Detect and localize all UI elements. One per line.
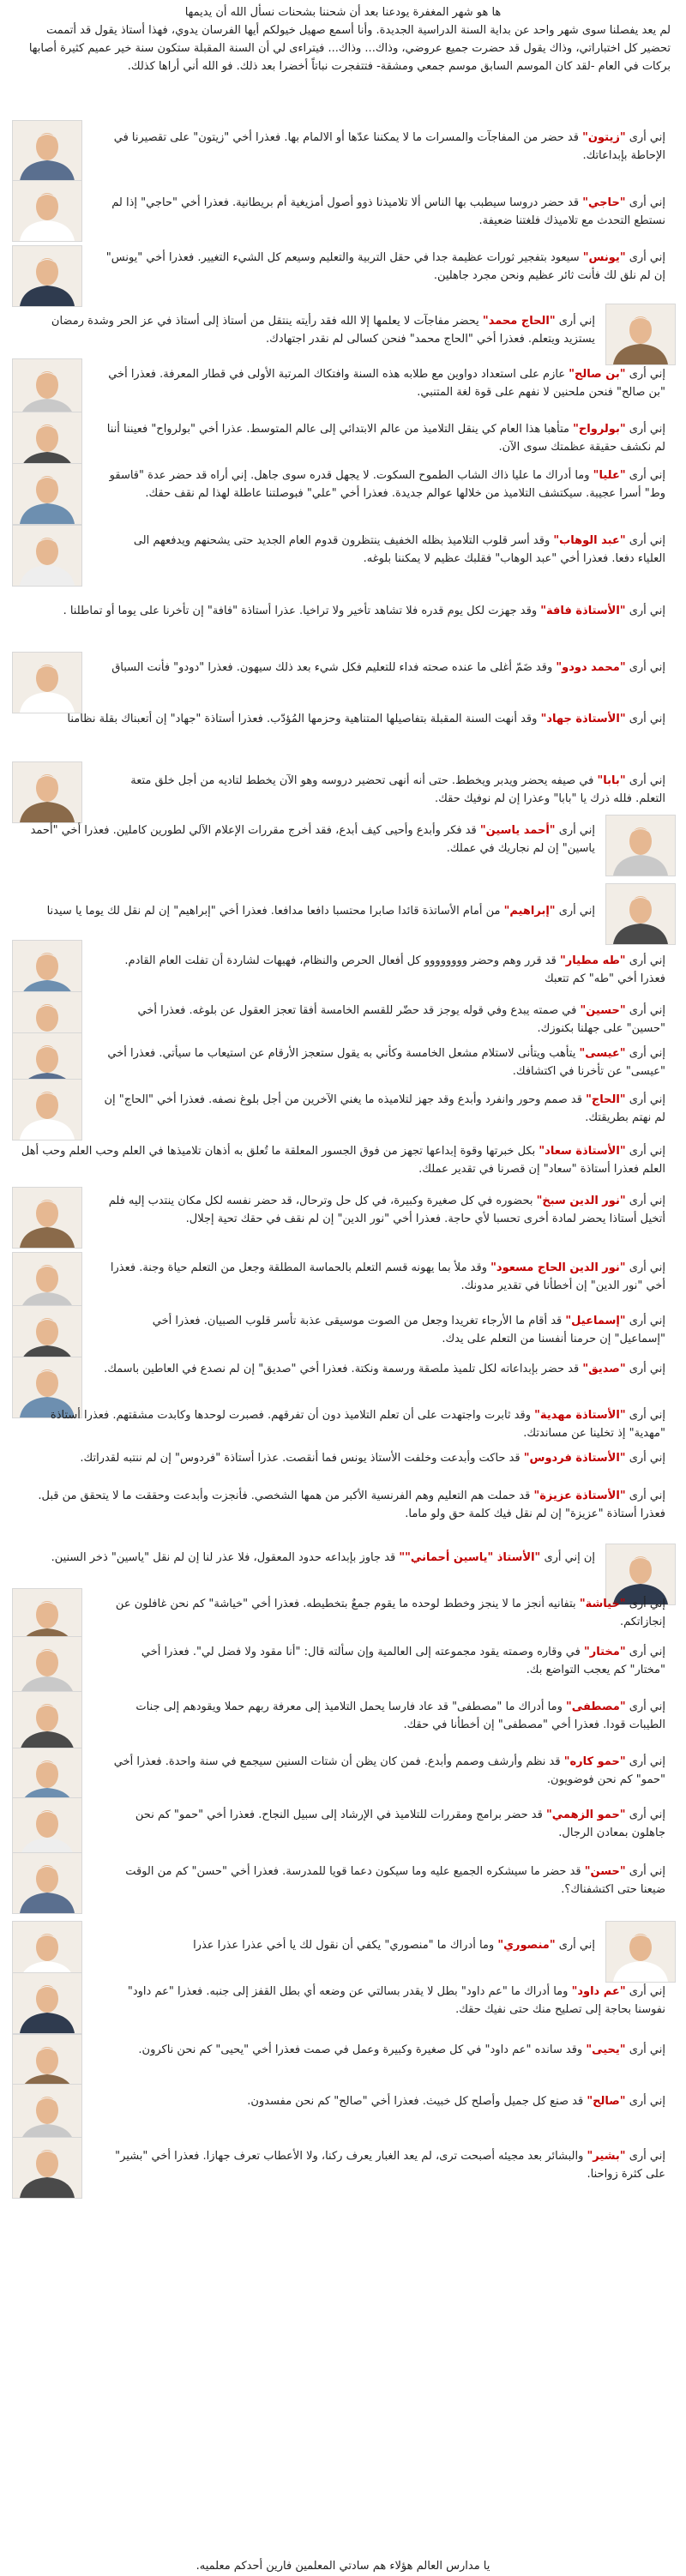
entry-lead: إني أرى (625, 423, 665, 436)
entry-body: قد جاوز بإبداعه حدود المعقول، فلا عذر لنا إن لم نقل "ياسين" ذخر السنين. (51, 1551, 400, 1564)
entry-text (103, 772, 665, 808)
entry-2 (12, 194, 674, 230)
entry-lead: إن إني أرى (540, 1551, 595, 1564)
entry-text (103, 1595, 665, 1631)
teacher-name: "بولرواح" (573, 423, 626, 436)
teacher-name: "إسماعيل" (565, 1315, 626, 1327)
entry-text (103, 1259, 665, 1295)
teacher-name: "الأستاذة فافة" (540, 605, 626, 617)
entry-16 (12, 1002, 674, 1038)
entry-text (103, 1863, 665, 1899)
entry-body: وقد أنهت السنة المقبلة بتفاصيلها المتناهية وحزمها المُؤدّب. فعذرا أستاذة "جهاد" إن أتعبناك بقلة نظامنا (67, 713, 541, 725)
entry-36 (12, 2041, 674, 2059)
entry-body: يحضر مفاجآت لا يعلمها إلا الله فقد رأيته ينتقل من أستاذ إلى أستاذ في عز الحر وشدة رمضان يستزيد ويتعلم. فعذرا أخي "الحاج محمد" فنحن كسالى لم نقدر اجتهادك. (51, 315, 595, 346)
teacher-name: "مصطفى" (566, 1700, 626, 1713)
entry-body: في صمته يبدع وفي قوله يوجز قد حضّر للقسم الخامسة أفقا تعجز العقول عن بلوغه. فعذرا أخي "حسين" على جهلنا بكنوزك. (137, 1004, 665, 1035)
entry-body: متأهبا هذا العام كي ينقل التلاميذ من عالم الابتدائي إلى عالم المتوسط. عذرا أخي "بولرواح" فعيننا أننا لم نكشف حقيقة عظمتك سوى الآن. (106, 423, 665, 454)
teacher-name: "نور الدين الحاج مسعود" (490, 1261, 626, 1274)
entry-19 (12, 1142, 674, 1178)
entry-text (103, 2147, 665, 2183)
teacher-name: "بابا" (597, 774, 626, 787)
entry-lead: إني أرى (555, 1939, 595, 1952)
teacher-name: "إبراهيم" (503, 905, 556, 918)
entry-38 (12, 2147, 674, 2183)
entry-text (103, 952, 665, 988)
entry-body: قد قرر وهم وحضر وووووووو كل أفعال الحرص والنظام، فهيهات لشاردة أن تفلت العام القادم. فعذرا أخي "طه" كم تتعبك (124, 954, 665, 985)
entry-lead: إني أرى (625, 774, 665, 787)
entry-text (103, 420, 665, 456)
entry-text (21, 1142, 665, 1178)
entry-20 (12, 1192, 674, 1228)
entry-lead: إني أرى (625, 251, 665, 264)
entry-3 (12, 249, 674, 285)
entry-lead: إني أرى (625, 196, 665, 209)
teacher-name: "عليا" (593, 469, 626, 482)
entry-text (103, 466, 665, 503)
entry-27 (12, 1549, 674, 1567)
entry-28 (12, 1595, 674, 1631)
entry-body: قد أقام ما الأرجاء تغريدا وجعل من الصوت موسيقى عذبة تأسر قلوب الصبيان. فعذرا أخي "إسماعيل" إن حرمنا أنفسنا من التعلم على يدك. (152, 1315, 665, 1345)
teacher-name: "منصوري" (497, 1939, 556, 1952)
teacher-name: "أحمد ياسين" (479, 824, 556, 837)
entry-lead: إني أرى (625, 1315, 665, 1327)
entry-text (103, 1983, 665, 2019)
teacher-name: "الحاج" (586, 1093, 626, 1106)
entry-lead: إني أرى (625, 954, 665, 967)
entry-text (103, 1192, 665, 1228)
entry-lead: إني أرى (625, 1261, 665, 1274)
entry-text (103, 1312, 665, 1348)
teacher-name: "الأستاذ "ياسين أحماني"" (399, 1551, 541, 1564)
teacher-name: "صالح" (587, 2095, 626, 2108)
teacher-photo (12, 463, 82, 525)
entry-lead: إني أرى (625, 1363, 665, 1375)
teacher-photo (12, 525, 82, 587)
entry-body: وما أدراك ما عليا ذاك الشاب الطموح السكوت. لا يجهل قدره سوى جاهل. إني أراه قد حضر عدة "قاسقو وط" أسرا عجيبة. سيكتشف التلاميذ من خلالها عوالم جديدة. فعذرا أخي "علي" فبوصلتنا عاطلة لهذا لم نقف حقك. (109, 469, 665, 500)
teacher-name: "زيتون" (582, 131, 626, 144)
entry-lead: إني أرى (625, 1004, 665, 1017)
teacher-photo (605, 1921, 676, 1983)
entry-lead: إني أرى (625, 534, 665, 547)
teacher-name: "يحيى" (586, 2043, 626, 2056)
entry-body: قد صمم وحور وانفرد وأبدع وقد جهز لتلاميذه ما يغني الآخرين من أجل بلوغ نصفه. فعذرا أخي "الحاج" إن لم نهتم بطريقتك. (104, 1093, 665, 1124)
entry-35 (12, 1983, 674, 2019)
entry-lead: إني أرى (555, 905, 595, 918)
entry-text (103, 1753, 665, 1789)
teacher-name: "حسن" (584, 1865, 626, 1878)
closing-line: يا مدارس العالم هؤلاء هم سادتي المعلمين فارين أحدكم معلميه. (196, 2560, 490, 2573)
entry-lead: إني أرى (625, 1195, 665, 1207)
entry-body: وقد سانده "عم داود" في كل صغيرة وكبيرة وعمل في صمت فعذرا أخي "يحيى" كم نحن ناكرون. (138, 2043, 587, 2056)
entry-text (21, 312, 595, 348)
entry-text (21, 1487, 665, 1523)
teacher-photo (12, 245, 82, 307)
teacher-photo (12, 1187, 82, 1249)
entry-lead: إني أرى (625, 1865, 665, 1878)
entry-text (103, 1643, 665, 1679)
teacher-name: "محمد دودو" (556, 661, 626, 674)
entry-32 (12, 1806, 674, 1842)
entry-22 (12, 1312, 674, 1348)
entry-lead: إني أرى (625, 661, 665, 674)
entry-lead: إني أرى (625, 1145, 665, 1158)
teacher-name: "طه مطيار" (560, 954, 626, 967)
entry-8 (12, 532, 674, 568)
entry-body: بكل خبرتها وقوة إبداعها تجهز من فوق الجسور المعلقة ما تُعلق به أذهان تلاميذها في العلم وحب العلم وحب أهل العلم فعذرا أستاذة "سعاد" إن قصرنا في تقدير عملك. (21, 1145, 665, 1176)
entry-body: وقد ضَمّ أغلى ما عنده صحته فداء للتعليم فكل شيء بعد ذلك سيهون. فعذرا "دودو" فأنت السباق (111, 661, 557, 674)
entry-text (103, 1698, 665, 1734)
entry-text (103, 532, 665, 568)
entry-text (103, 1044, 665, 1080)
entry-4 (12, 312, 674, 348)
entry-body: قد حضر بإبداعاته لكل تلميذ ملصقة ورسمة ونكتة. فعذرا أخي "صديق" إن لم نصدع في العاطين باسمك. (104, 1363, 583, 1375)
entry-text (103, 1002, 665, 1038)
teacher-name: "عم داود" (571, 1985, 626, 1998)
teacher-photo (12, 120, 82, 182)
entry-lead: إني أرى (625, 1409, 665, 1422)
entry-body: قد حضر برامج ومقررات للتلاميذ في الإرشاد إلى سبيل النجاح. فعذرا أخي "حمو" كم نحن جاهلون بمعادن الرجال. (135, 1809, 665, 1839)
entry-text (21, 710, 665, 728)
entry-text (103, 1360, 665, 1378)
entry-10 (12, 659, 674, 677)
teacher-name: "عبد الوهاب" (553, 534, 626, 547)
entry-34 (12, 1936, 674, 1954)
teacher-photo (12, 180, 82, 242)
entry-body: وما أدراك ما "منصوري" يكفي أن نقول لك يا أخي عذرا عذرا عذرا (193, 1939, 498, 1952)
entry-15 (12, 952, 674, 988)
entry-1 (12, 129, 674, 165)
entry-body: قد حملت هم التعليم وهم الفرنسية الأكبر من همها الشخصي. فأنجزت وأبدعت وحققت ما لا يتحقق من قبل. فعذرا أستاذة "عزيزة" إن لم نقل فيك كلمة حق ولو ماما. (38, 1490, 665, 1520)
entry-body: عازم على استعداد دواوين مع طلابه هذه السنة وافتكاك المرتبة الأولى في قطار المعرفة. فعذرا أخي "بن صالح" فنحن ملحنين لا نفهم على قوة لغة المتنبي. (108, 368, 665, 399)
entry-lead: إني أرى (625, 469, 665, 482)
entry-body: وقد جهزت لكل يوم قدره فلا تشاهد تأخير ولا تراخيا. عذرا أستاذة "فافة" إن تأخرنا على يوما أو تماطلنا . (63, 605, 541, 617)
entry-text (103, 194, 665, 230)
entry-body: قد فكر وأبدع وأحيى كيف أبدع، فقد أخرج مقررات الإعلام الآلي لطورين كاملين. فعذرا أخي "أحمد ياسين" إن لم نجاريك في عملك. (30, 824, 595, 855)
entry-body: وما أدراك ما "عم داود" بطل لا يقدر بسالتي عن وضعه أي بطل القفز إلى جنبه. فعذرا "عم داود" نفوسنا بحاجة إلى تصليح منك حتى نفيك حقك. (127, 1985, 665, 2016)
teacher-name: "حسين" (580, 1004, 626, 1017)
teacher-photo (605, 883, 676, 945)
entry-lead: إني أرى (625, 1700, 665, 1713)
teacher-name: "خياشة" (579, 1598, 626, 1610)
entry-text (103, 1806, 665, 1842)
entry-text (21, 1449, 665, 1467)
entry-7 (12, 466, 674, 503)
entry-lead: إني أرى (625, 1985, 665, 1998)
entry-lead: إني أرى (625, 1047, 665, 1060)
entry-body: قد نظم وأرشف وصمم وأبدع. فمن كان يظن أن شتات السنين سيجمع في سنة واحدة. فعذرا أخي "حمو" كم نحن فوضويون. (113, 1755, 665, 1786)
entry-9 (12, 602, 674, 620)
entry-text (103, 365, 665, 401)
teacher-photo (12, 761, 82, 823)
entry-body: وقد أسر قلوب التلاميذ بظله الخفيف ينتظرون قدوم العام الجديد حتى يشحنهم ويدفعهم الى العلياء دفعا. فعذرا أخي "عبد الوهاب" فقلبك عظيم لا يمكننا بلوغه. (133, 534, 665, 565)
entry-lead: إني أرى (625, 1093, 665, 1106)
entry-24 (12, 1406, 674, 1442)
teacher-name: "حاجي" (582, 196, 626, 209)
entry-lead: إني أرى (625, 2150, 665, 2163)
entry-lead: إني أرى (625, 605, 665, 617)
entry-5 (12, 365, 674, 401)
entry-lead: إني أرى (625, 1598, 665, 1610)
entry-body: بحضوره في كل صغيرة وكبيرة، في كل حل وترحال، قد حضر نفسه لكل مكان ينتدب إليه فلم أتخيل أستاذا يحضر لمادة أخرى تحسبا لأي حاجة. فعذرا أخي "نور الدين" إن لم نقف في حقك تحية إجلال. (108, 1195, 665, 1225)
intro-paragraph: لم يعد يفصلنا سوى شهر واحد عن بداية السنة الدراسية الجديدة. وأنا أسمع صهيل خيولكم أيها الفرسان يدوي، فهذا أستاذ يقول قد أتممت تحضير كل اختباراتي، وذاك يقول قد حضرت جميع عروضي، وذاك... وذاك... فيتراءى لي أن السنة المقبلة ستكون سنة خير عميم كثيرة أصابها بركات في العام -لقد كان الموسم السابق موسم جمعي ومشقة- فتتفجرت نباتاً أخضرا بعد ذلك. فو الله أني أراها كذلك. (28, 24, 671, 73)
entry-text (103, 659, 665, 677)
entry-text (103, 2041, 665, 2059)
entry-body: قد حضر من المفاجآت والمسرات ما لا يمكننا عدّها أو الالمام بها. فعذرا أخي "زيتون" على تقصيرنا في الإحاطة بإبداعاتك. (113, 131, 665, 162)
teacher-photo (12, 1797, 82, 1859)
teacher-name: "حمو كاره" (563, 1755, 626, 1768)
entry-text (21, 1406, 665, 1442)
entry-text (103, 1091, 665, 1127)
entry-body: سيعود بتفجير ثورات عظيمة جدا في حقل التربية والتعليم وسيعم كل الشيء التغيير. فعذرا أخي "يونس" إن لم نلق لك فأنت ثائر عظيم ونحن مجرد جاهلين. (105, 251, 665, 282)
entry-33 (12, 1863, 674, 1899)
teacher-name: "الأستاذة فردوس" (523, 1452, 626, 1465)
entry-lead: إني أرى (625, 368, 665, 381)
entry-26 (12, 1487, 674, 1523)
entry-body: قد حضر دروسا سيطبب بها الناس ألا تلاميذنا ذوو أصول أمزيغية أم بريطانية. فعذرا أخي "حاجي" إذا لم نستطع التحدث مع تلاميذك فلغتنا ضعيفة. (111, 196, 665, 227)
entry-25 (12, 1449, 674, 1467)
entry-11 (12, 710, 674, 728)
entry-29 (12, 1643, 674, 1679)
entry-body: قد حضر ما سيشكره الجميع عليه وما سيكون دعما قويا للمدرسة. فعذرا أخي "حسن" كم من الوقت ضيعنا حتى اكتشفناك؟. (125, 1865, 665, 1896)
entry-31 (12, 1753, 674, 1789)
entry-text (103, 249, 665, 285)
entry-text (21, 822, 595, 858)
entry-14 (12, 902, 674, 920)
teacher-photo (12, 1636, 82, 1698)
entry-body: قد حاكت وأبدعت وخلفت الأستاذ يونس فما أنقصت. عذرا أستاذة "فردوس" إن لم ننتبه لقدراتك. (80, 1452, 524, 1465)
teacher-photo (12, 1972, 82, 2034)
entry-lead: إني أرى (555, 824, 595, 837)
teacher-name: "حمو الزهمي" (545, 1809, 626, 1821)
teacher-photo (605, 815, 676, 876)
entry-text (21, 1549, 595, 1567)
teacher-name: "الأستاذة مهدية" (534, 1409, 626, 1422)
entry-body: وما أدراك ما "مصطفى" قد عاد فارسا يحمل التلاميذ إلى معرفة ربهم حملا ويقودهم إلى جنات الطيبات قودا. فعذرا أخي "مصطفى" إن أخطأنا في حقك. (135, 1700, 665, 1731)
teacher-name: "صديق" (582, 1363, 626, 1375)
entry-lead: إني أرى (625, 1646, 665, 1658)
entry-body: وقد ثابرت واجتهدت على أن تعلم التلاميذ دون أن تفرقهم. فصبرت لوحدها وكابدت مشقتهم. فعذرا أستاذة "مهدية" إذ تخلينا عن مساندتك. (50, 1409, 665, 1440)
entry-body: وقد ملأ بما يهونه قسم التعلم بالحماسة المطلقة وجعل من التعلم حياة وجنة. فعذرا أخي "نور الدين" إن أخطأنا في تقدير مدونك. (110, 1261, 665, 1292)
entry-37 (12, 2092, 674, 2110)
entry-body: في صيفه يحضر ويدبر ويخطط. حتى أنه أنهى تحضير دروسه وهو الآن يخطط لتاديه من أجل خلق متعة التعلم. فلله ذرك يا "بابا" وعذرا إن لم نوفيك حقك. (130, 774, 665, 805)
entry-body: من أمام الأساتذة قائدا صابرا محتسبا دافعا مدافعا. فعذرا أخي "إبراهيم" إن لم نقل لك يوما يا سيدنا (46, 905, 504, 918)
entry-text (103, 2092, 665, 2110)
entry-text (21, 602, 665, 620)
entry-body: في وقاره وصمته يقود مجموعته إلى العالمية وإن سألته قال: "أنا مقود ولا فضل لي". فعذرا أخي "مختار" كم يعجب التواضع بك. (141, 1646, 665, 1676)
entry-23 (12, 1360, 674, 1378)
teacher-name: "الأستاذة عزيزة" (533, 1490, 626, 1502)
teacher-name: "بن صالح" (569, 368, 626, 381)
teacher-photo (12, 652, 82, 713)
teacher-photo (12, 2137, 82, 2199)
entry-18 (12, 1091, 674, 1127)
intro-section (15, 3, 671, 75)
teacher-name: "مختار" (583, 1646, 626, 1658)
teacher-name: "عيسى" (579, 1047, 626, 1060)
entry-text (21, 902, 595, 920)
entry-30 (12, 1698, 674, 1734)
teacher-name: "يونس" (582, 251, 626, 264)
entry-13 (12, 822, 674, 858)
entry-lead: إني أرى (625, 2095, 665, 2108)
teacher-name: "نور الدين سبخ" (536, 1195, 626, 1207)
entry-lead: إني أرى (625, 1490, 665, 1502)
entry-lead: إني أرى (625, 713, 665, 725)
teacher-name: "الأستاذة سعاد" (539, 1145, 626, 1158)
entry-lead: إني أرى (625, 1755, 665, 1768)
teacher-photo (605, 304, 676, 365)
entry-body: يتأهب ويتأنى لاستلام مشعل الخامسة وكأني به يقول ستعجز الأرقام عن استيعاب ما سيأتي. فعذرا أخي "عيسى" عن تأخرنا في اكتشافك. (107, 1047, 665, 1078)
teacher-photo (12, 1852, 82, 1914)
intro-title: ها هو شهر المغفرة يودعنا بعد أن شحننا بشحنات نسأل الله أن يديمها (184, 6, 502, 19)
teacher-photo (12, 1691, 82, 1753)
entry-lead: إني أرى (625, 1809, 665, 1821)
entry-6 (12, 420, 674, 456)
entry-lead: إني أرى (625, 1452, 665, 1465)
entry-body: قد صنع كل جميل وأصلح كل خبيث. فعذرا أخي "صالح" كم نحن مفسدون. (247, 2095, 587, 2108)
entry-body: والبشائر بعد مجيئه أصبحت ترى، لم يعد الغبار يعرف ركنا، ولا الأعطاب تعرف جهازا. فعذرا أخي "بشير" على كثرة زواحنا. (115, 2150, 665, 2181)
teacher-name: "الحاج محمد" (482, 315, 556, 328)
entry-text (103, 1936, 595, 1954)
entry-lead: إني أرى (625, 131, 665, 144)
teacher-name: "بشير" (587, 2150, 626, 2163)
teacher-photo (12, 1079, 82, 1141)
entry-17 (12, 1044, 674, 1080)
entry-body: بتفانيه أنجز ما لا ينجز وخطط لوحده ما يقوم جمعٌ بتخطيطه. فعذرا أخي "خياشة" كم نحن غافلون عن إنجازاتكم. (115, 1598, 665, 1628)
entry-lead: إني أرى (625, 2043, 665, 2056)
entry-lead: إني أرى (555, 315, 595, 328)
entry-text (103, 129, 665, 165)
entry-12 (12, 772, 674, 808)
teacher-name: "الأستاذة جهاد" (540, 713, 626, 725)
entry-21 (12, 1259, 674, 1295)
